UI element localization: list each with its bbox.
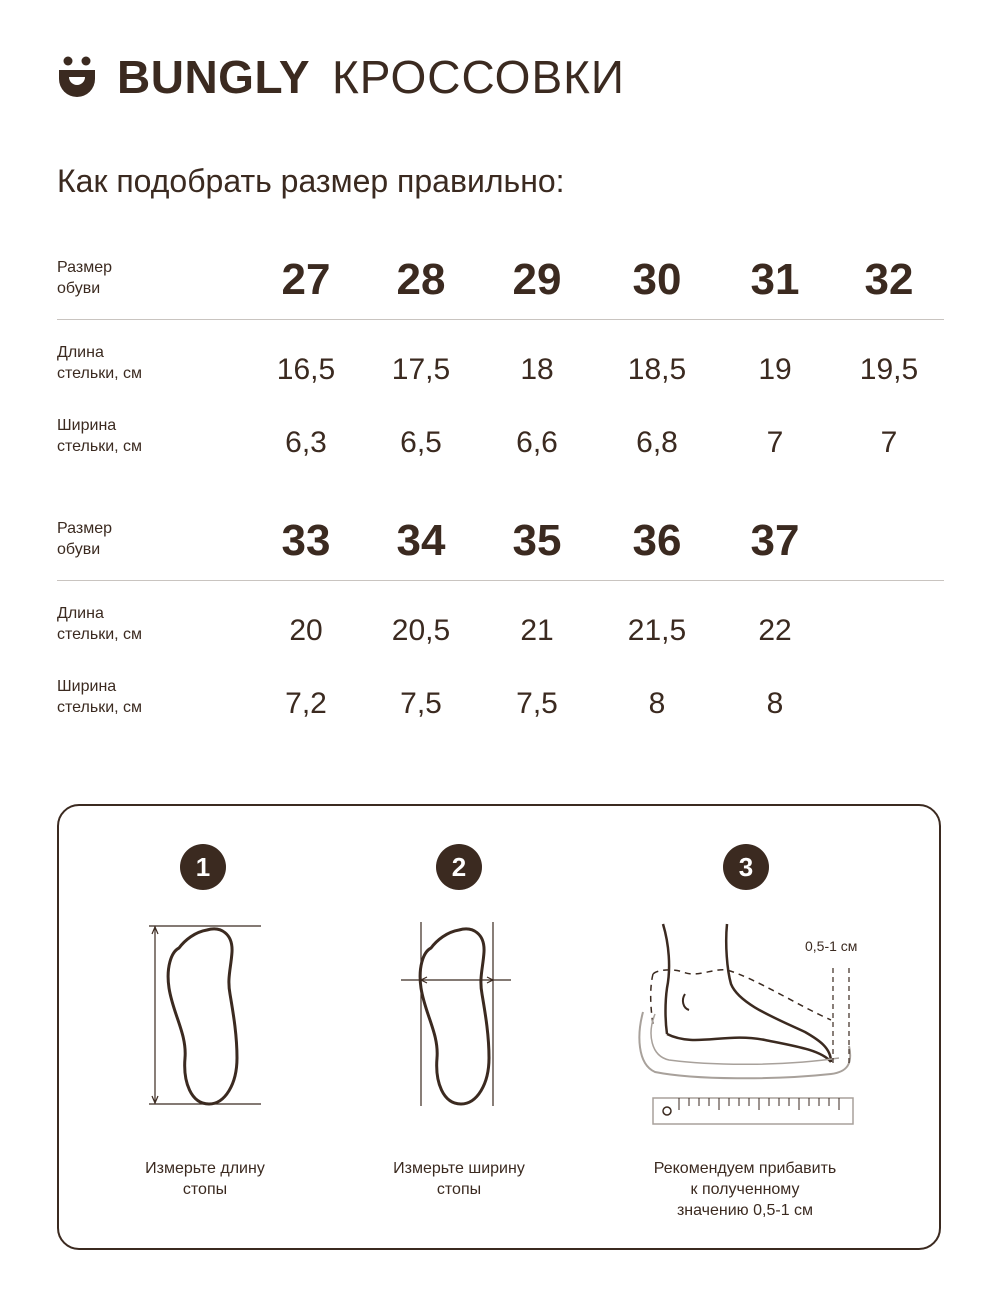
width-cell: 6,8 bbox=[636, 426, 678, 459]
divider bbox=[57, 580, 944, 581]
length-row-label: Длина стельки, см bbox=[57, 605, 143, 643]
divider bbox=[57, 319, 944, 320]
size-cell: 34 bbox=[396, 516, 446, 565]
length-cell: 18,5 bbox=[627, 353, 687, 386]
length-cell: 21 bbox=[520, 614, 554, 647]
instructions-panel bbox=[57, 804, 941, 1250]
size-cell: 28 bbox=[396, 255, 446, 304]
step-2-caption: Измерьте ширину стопы bbox=[393, 1160, 525, 1198]
step-3-caption: Рекомендуем прибавить к полученному значению 0,5-1 см bbox=[653, 1160, 837, 1219]
step-1-caption: Измерьте длину стопы bbox=[145, 1160, 265, 1198]
length-cell: 16,5 bbox=[276, 353, 336, 386]
size-cell: 30 bbox=[632, 255, 682, 304]
step-2-badge: 2 bbox=[436, 844, 482, 890]
width-cell: 8 bbox=[648, 687, 666, 720]
size-cell: 36 bbox=[632, 516, 682, 565]
width-cell: 7,2 bbox=[285, 687, 327, 720]
size-row-label: Размер обуви bbox=[57, 259, 112, 297]
size-cell: 32 bbox=[864, 255, 914, 304]
length-cell: 20,5 bbox=[391, 614, 451, 647]
product-category: КРОССОВКИ bbox=[332, 51, 625, 103]
size-cell: 29 bbox=[512, 255, 562, 304]
size-cell: 33 bbox=[281, 516, 331, 565]
smile-cup-icon bbox=[57, 55, 97, 99]
foot-length-icon bbox=[147, 922, 267, 1108]
size-cell: 35 bbox=[512, 516, 562, 565]
step-1-badge: 1 bbox=[180, 844, 226, 890]
page-subtitle: Как подобрать размер правильно: bbox=[57, 163, 565, 199]
shoe-fit-icon bbox=[635, 924, 861, 1130]
size-cell: 37 bbox=[750, 516, 800, 565]
width-row-label: Ширина стельки, см bbox=[57, 417, 143, 455]
width-cell: 6,5 bbox=[400, 426, 442, 459]
width-cell: 6,3 bbox=[285, 426, 327, 459]
header bbox=[57, 52, 625, 102]
foot-width-icon bbox=[399, 922, 519, 1108]
brand-name: BUNGLY bbox=[117, 51, 310, 103]
width-cell: 8 bbox=[766, 687, 784, 720]
width-cell: 7,5 bbox=[400, 687, 442, 720]
length-cell: 20 bbox=[289, 614, 323, 647]
size-cell: 27 bbox=[281, 255, 331, 304]
length-cell: 22 bbox=[758, 614, 792, 647]
length-row-label: Длина стельки, см bbox=[57, 344, 143, 382]
length-cell: 19,5 bbox=[859, 353, 919, 386]
length-cell: 17,5 bbox=[391, 353, 451, 386]
width-cell: 7,5 bbox=[516, 687, 558, 720]
length-cell: 19 bbox=[758, 353, 792, 386]
length-cell: 18 bbox=[520, 353, 554, 386]
width-row-label: Ширина стельки, см bbox=[57, 678, 143, 716]
width-cell: 7 bbox=[766, 426, 784, 459]
size-cell: 31 bbox=[750, 255, 800, 304]
step-3-badge: 3 bbox=[723, 844, 769, 890]
width-cell: 6,6 bbox=[516, 426, 558, 459]
width-cell: 7 bbox=[880, 426, 898, 459]
size-row-label: Размер обуви bbox=[57, 520, 112, 558]
fit-allowance-label: 0,5-1 см bbox=[805, 938, 858, 954]
length-cell: 21,5 bbox=[627, 614, 687, 647]
